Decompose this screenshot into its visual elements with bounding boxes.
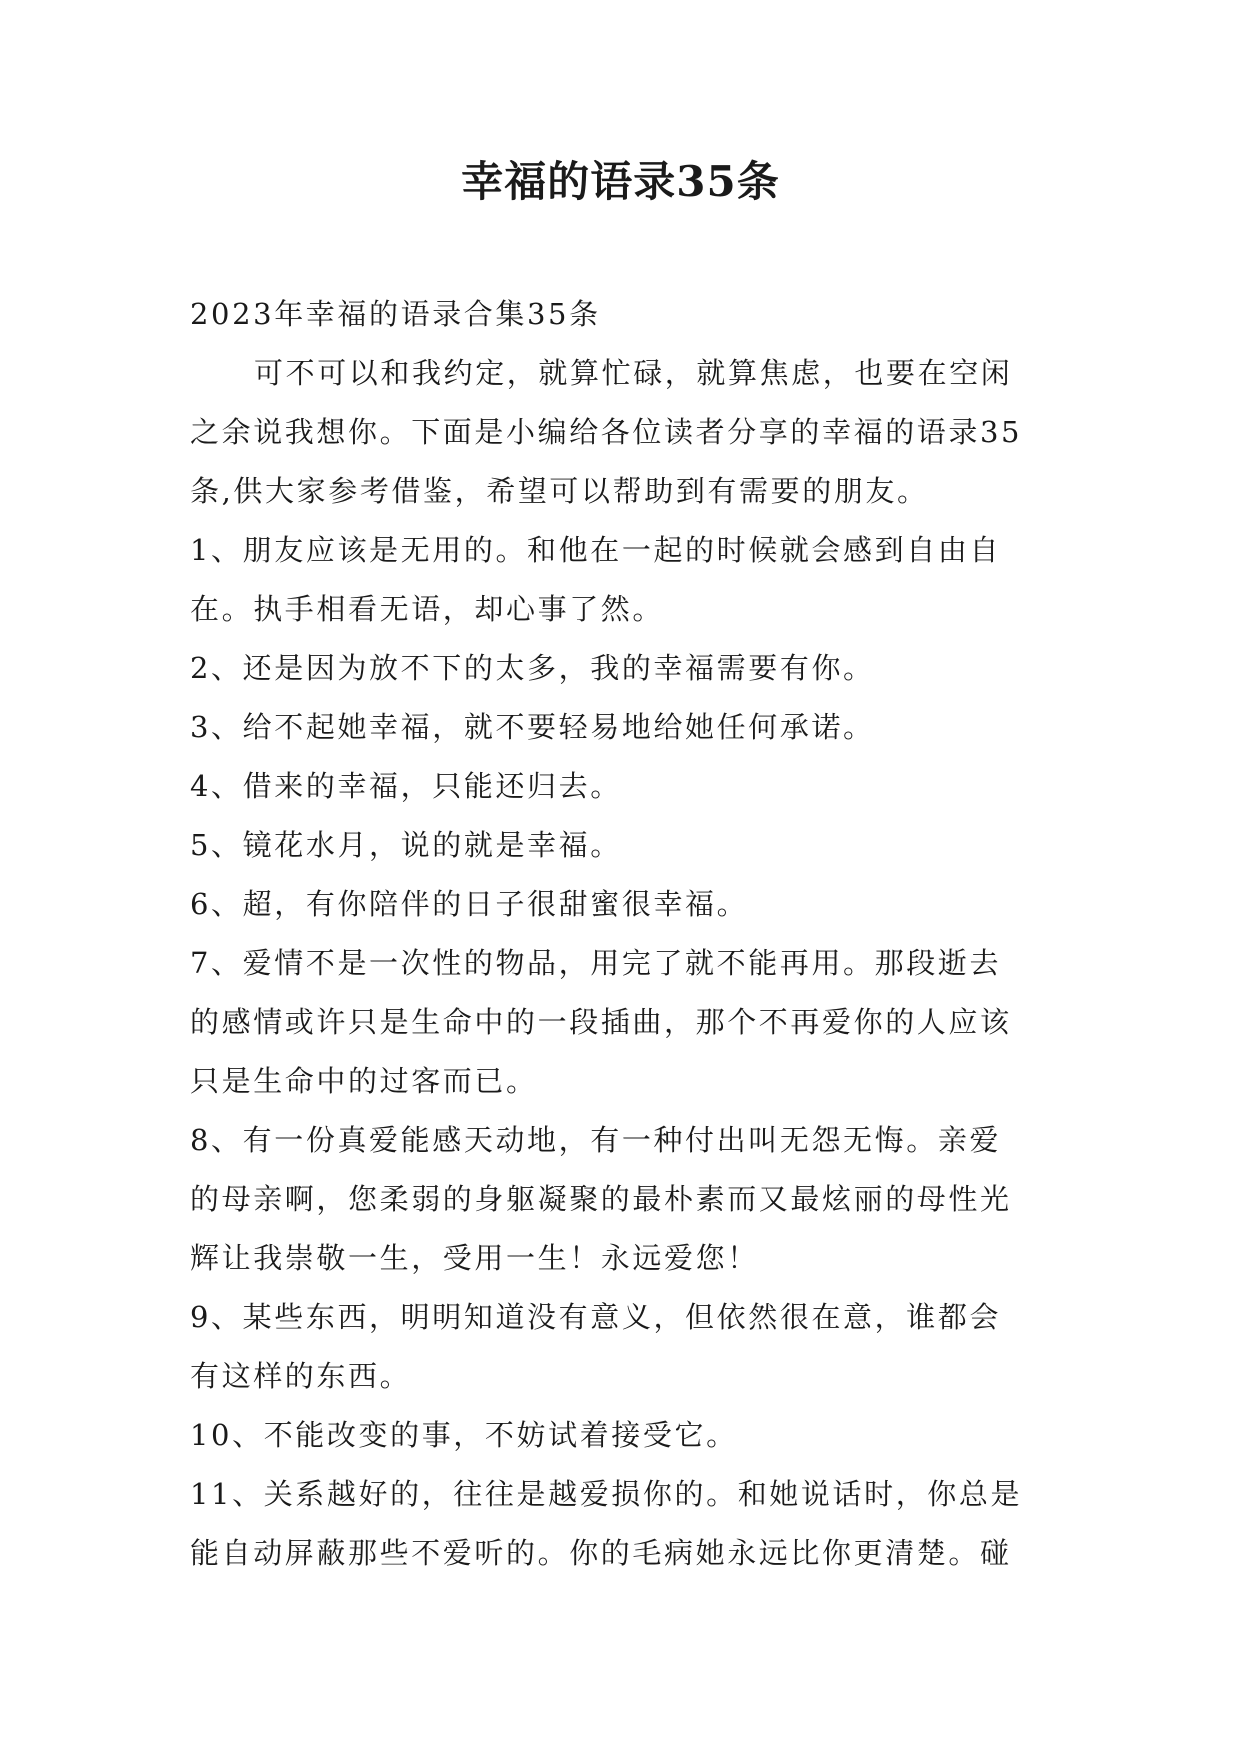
text-line: 11、关系越好的，往往是越爱损你的。和她说话时，你总是 [190,1477,1023,1511]
text-line: 5、镜花水月，说的就是幸福。 [190,828,622,862]
document-title: 幸福的语录35条 [461,157,780,206]
text-line: 6、超，有你陪伴的日子很甜蜜很幸福。 [190,887,749,921]
text-line: 能自动屏蔽那些不爱听的。你的毛病她永远比你更清楚。碰 [190,1536,1012,1570]
text-line: 9、某些东西，明明知道没有意义，但依然很在意，谁都会 [190,1300,1002,1334]
text-line: 辉让我崇敬一生，受用一生！永远爱您！ [190,1241,759,1275]
text-line: 的感情或许只是生命中的一段插曲，那个不再爱你的人应该 [190,1005,1012,1039]
text-line: 2、还是因为放不下的太多，我的幸福需要有你。 [190,651,875,685]
text-line: 3、给不起她幸福，就不要轻易地给她任何承诺。 [190,710,875,744]
text-line: 2023年幸福的语录合集35条 [190,297,601,331]
document-body [190,285,1052,1583]
text-line: 可不可以和我约定，就算忙碌，就算焦虑，也要在空闲 [254,356,1013,390]
text-line: 1、朋友应该是无用的。和他在一起的时候就会感到自由自 [190,533,1002,567]
text-line: 的母亲啊，您柔弱的身躯凝聚的最朴素而又最炫丽的母性光 [190,1182,1012,1216]
text-line: 之余说我想你。下面是小编给各位读者分享的幸福的语录35 [190,415,1023,449]
text-line: 只是生命中的过客而已。 [190,1064,538,1098]
text-line: 有这样的东西。 [190,1359,412,1393]
text-line: 在。执手相看无语，却心事了然。 [190,592,665,626]
text-line: 10、不能改变的事，不妨试着接受它。 [190,1418,738,1452]
text-line: 8、有一份真爱能感天动地，有一种付出叫无怨无悔。亲爱 [190,1123,1002,1157]
text-line: 7、爱情不是一次性的物品，用完了就不能再用。那段逝去 [190,946,1002,980]
text-line: 4、借来的幸福，只能还归去。 [190,769,622,803]
text-line: 条,供大家参考借鉴，希望可以帮助到有需要的朋友。 [190,474,929,508]
